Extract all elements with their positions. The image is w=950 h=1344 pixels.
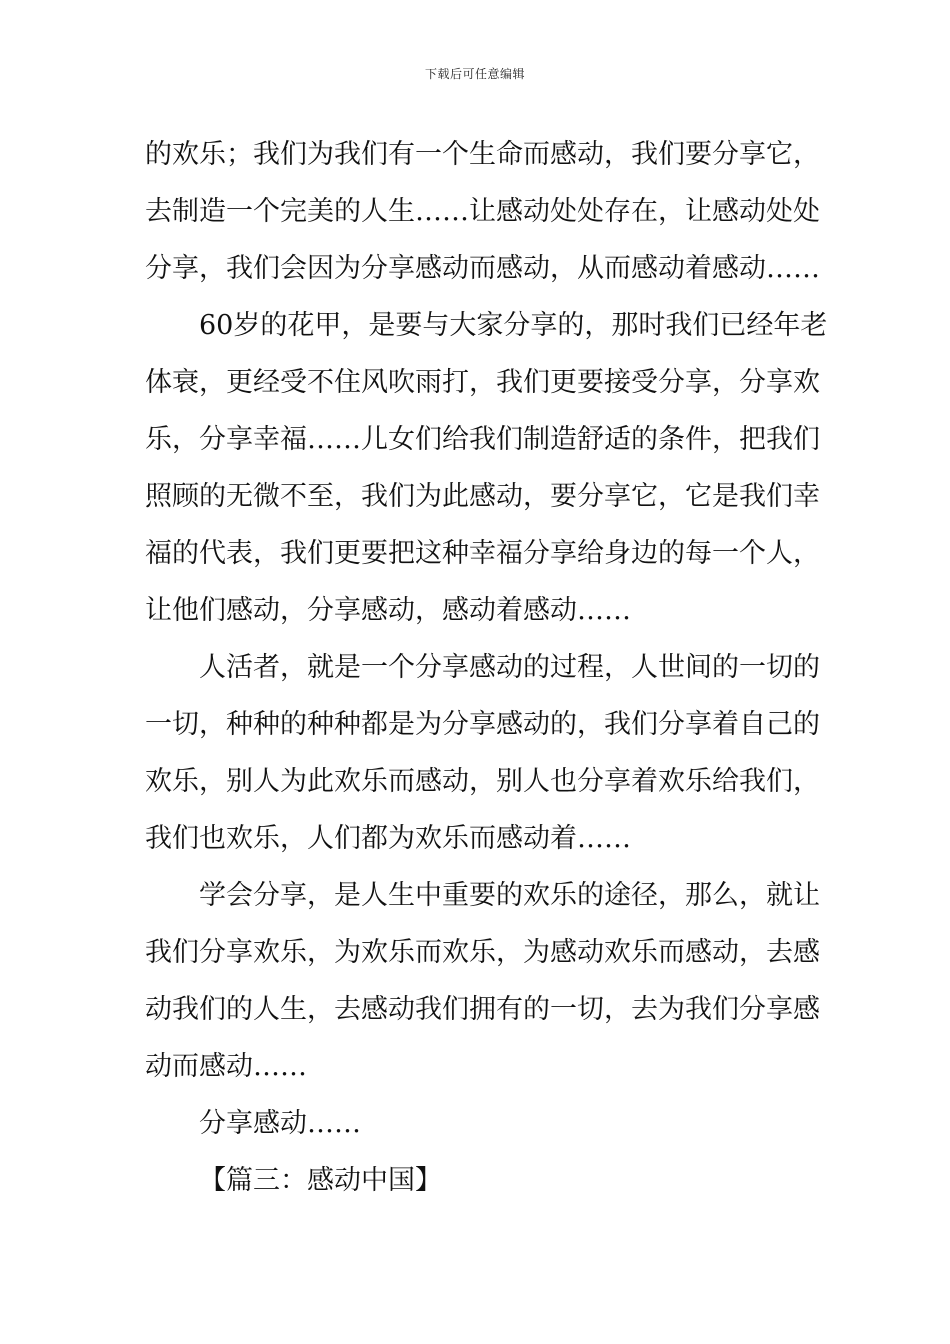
paragraph-line: 分享感动…… [199, 1108, 361, 1139]
document-body [145, 126, 828, 1209]
paragraph-line: 体衰，更经受不住风吹雨打，我们更要接受分享，分享欢 [145, 367, 820, 398]
paragraph-line: 分享，我们会因为分享感动而感动，从而感动着感动…… [145, 253, 820, 284]
paragraph-line: 欢乐，别人为此欢乐而感动，别人也分享着欢乐给我们， [145, 766, 820, 797]
paragraph-line: 我们分享欢乐，为欢乐而欢乐，为感动欢乐而感动，去感 [145, 937, 820, 968]
paragraph-line: 去制造一个完美的人生……让感动处处存在，让感动处处 [145, 196, 820, 227]
section-heading: 【篇三：感动中国】 [199, 1165, 442, 1196]
paragraph-line: 福的代表，我们更要把这种幸福分享给身边的每一个人， [145, 538, 820, 569]
paragraph-line: 照顾的无微不至，我们为此感动，要分享它，它是我们幸 [145, 481, 820, 512]
paragraph-line: 一切，种种的种种都是为分享感动的，我们分享着自己的 [145, 709, 820, 740]
paragraph-line: 动而感动…… [145, 1051, 307, 1082]
paragraph-line: 我们也欢乐，人们都为欢乐而感动着…… [145, 823, 631, 854]
paragraph-line: 的欢乐；我们为我们有一个生命而感动，我们要分享它， [145, 139, 820, 170]
page-header-note: 下载后可任意编辑 [424, 67, 525, 81]
paragraph-line: 学会分享，是人生中重要的欢乐的途径，那么，就让 [199, 880, 820, 911]
paragraph-line: 乐，分享幸福……儿女们给我们制造舒适的条件，把我们 [145, 424, 820, 455]
paragraph-line: 动我们的人生，去感动我们拥有的一切，去为我们分享感 [145, 994, 820, 1025]
paragraph-line: 让他们感动，分享感动，感动着感动…… [145, 595, 631, 626]
paragraph-line: 60岁的花甲，是要与大家分享的，那时我们已经年老 [199, 310, 828, 341]
paragraph-line: 人活者，就是一个分享感动的过程，人世间的一切的 [199, 652, 820, 683]
